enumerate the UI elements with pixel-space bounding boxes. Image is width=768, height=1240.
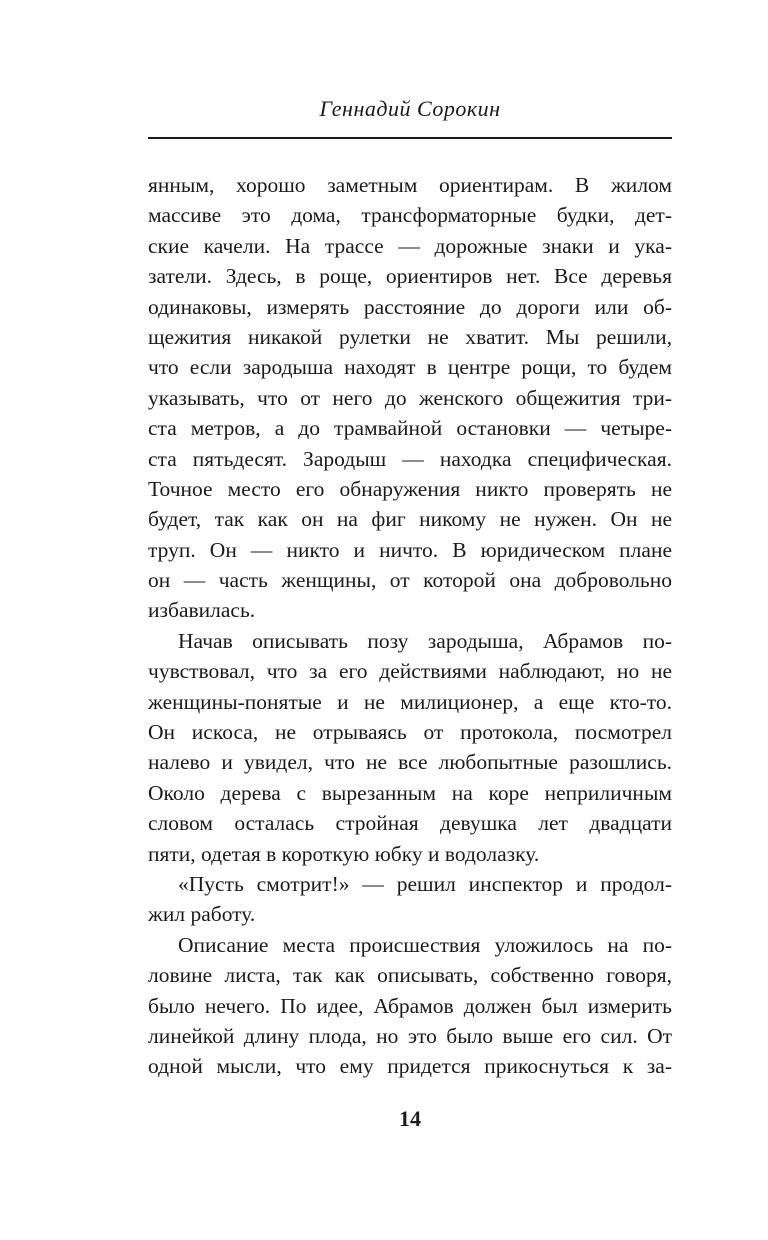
text-line: янным, хорошо заметным ориентирам. В жилом (148, 173, 672, 197)
paragraph (148, 170, 672, 626)
text-line: избавилась. (148, 598, 256, 623)
text-line: ловине листа, так как описывать, собственно говоря, (148, 963, 672, 988)
text-line: Точное место его обнаружения никто проверять не (148, 476, 672, 501)
text-line: он — часть женщины, от которой она добровольно (148, 568, 672, 593)
text-line: что если зародыша находят в центре рощи, то будем (148, 355, 672, 380)
text-line: Он искоса, не отрываясь от протокола, посмотрел (148, 720, 672, 745)
text-line: ские качели. На трассе — дорожные знаки и ука- (148, 233, 672, 258)
text-line: затели. Здесь, в роще, ориентиров нет. Все деревья (148, 264, 672, 289)
text-line: было нечего. По идее, Абрамов должен был измерить (148, 993, 672, 1018)
text-line: женщины-понятые и не милиционер, а еще кто-то. (148, 689, 672, 714)
paragraph (148, 930, 672, 1082)
paragraph (148, 869, 672, 930)
text-line: словом осталась стройная девушка лет двадцати (148, 811, 672, 836)
text-line: одной мысли, что ему придется прикоснуться к за- (148, 1054, 672, 1079)
text-line: Описание места происшествия уложилось на по- (178, 932, 672, 957)
text-line: жил работу. (148, 902, 256, 927)
paragraph (148, 626, 672, 869)
text-line: линейкой длину плода, но это было выше его сил. От (148, 1023, 672, 1048)
text-line: чувствовал, что за его действиями наблюдают, но не (148, 659, 672, 684)
text-line: массиве это дома, трансформаторные будки, дет- (148, 203, 672, 228)
body-text (148, 170, 672, 1082)
text-line: труп. Он — никто и ничто. В юридическом плане (148, 537, 672, 562)
header-rule (148, 137, 672, 139)
running-header: Геннадий Сорокин (319, 96, 501, 121)
text-line: Начав описывать позу зародыша, Абрамов по- (178, 628, 672, 653)
text-line: будет, так как он на фиг никому не нужен. Он не (148, 507, 672, 532)
text-line: щежития никакой рулетки не хватит. Мы решили, (148, 324, 672, 349)
text-line: ста метров, а до трамвайной остановки — четыре- (148, 416, 672, 441)
text-line: одинаковы, измерять расстояние до дороги или об- (148, 294, 672, 319)
text-line: указывать, что от него до женского общежития три- (148, 385, 672, 410)
text-line: налево и увидел, что не все любопытные разошлись. (148, 750, 672, 775)
text-line: «Пусть смотрит!» — решил инспектор и продол- (178, 871, 672, 896)
text-line: пяти, одетая в короткую юбку и водолазку. (148, 841, 540, 866)
page-number: 14 (399, 1106, 421, 1131)
text-line: ста пятьдесят. Зародыш — находка специфическая. (148, 446, 672, 471)
text-line: Около дерева с вырезанным на коре неприличным (148, 780, 672, 805)
